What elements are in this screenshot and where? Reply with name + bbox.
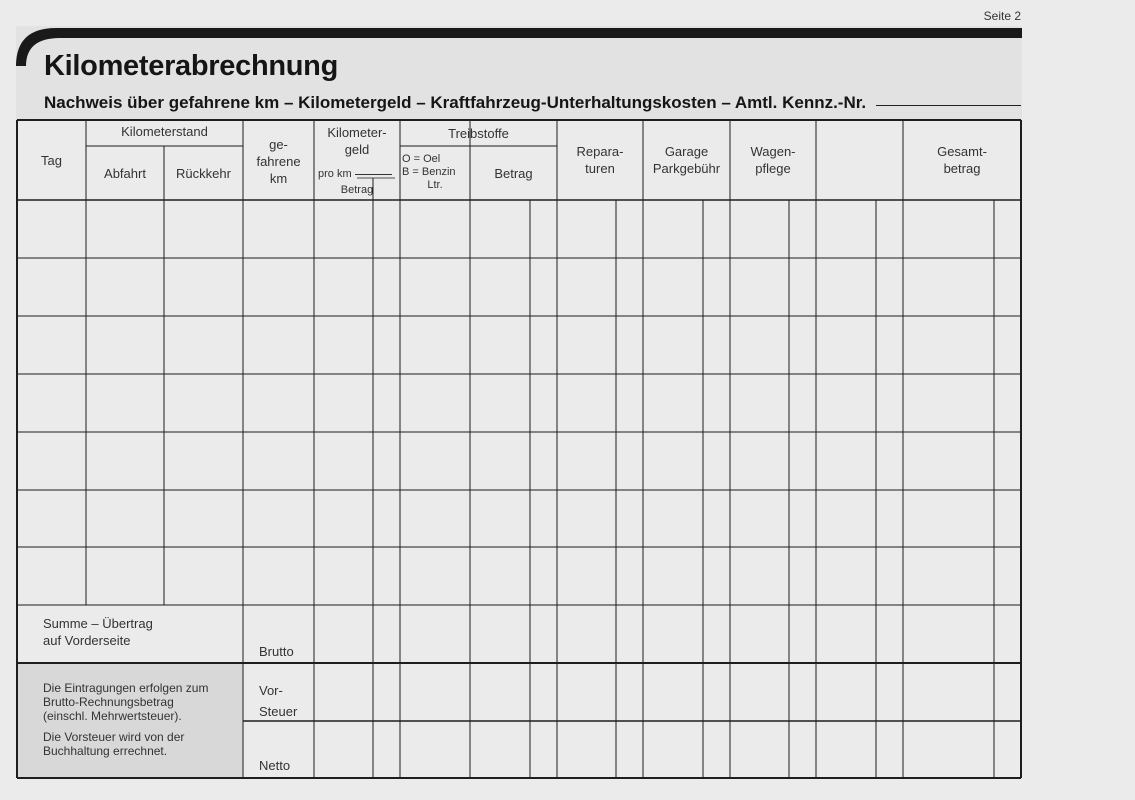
page-label: Seite 2 <box>983 9 1021 23</box>
header-gesamtbetrag: Gesamt- betrag <box>937 144 987 176</box>
header-kmgeld-betrag: Betrag <box>340 184 374 196</box>
header-oel-benzin: O = Oel B = Benzin Ltr. <box>402 153 456 191</box>
header-rueckkehr: Rückkehr <box>176 166 231 181</box>
header-treibstoffe-betrag: Betrag <box>494 166 533 181</box>
header-garage: Garage Parkgebühr <box>652 144 721 176</box>
netto-label: Netto <box>259 758 291 773</box>
header-gefahrene-km: ge- fahrene km <box>256 137 301 186</box>
form-subtitle: Nachweis über gefahrene km – Kilometergeld – Kraftfahrzeug-Unterhaltungskosten – Amtl. Kennz.-Nr. <box>44 93 867 112</box>
note-vorsteuer: Die Vorsteuer wird von der Buchhaltung errechnet. <box>43 730 185 758</box>
header-reparaturen: Repara- turen <box>576 144 624 176</box>
vorsteuer-label: Vor- Steuer <box>259 683 298 719</box>
summe-uebertrag-label: Summe – Übertrag auf Vorderseite <box>43 616 153 648</box>
brutto-label: Brutto <box>259 644 294 659</box>
note-brutto: Die Eintragungen erfolgen zum Brutto-Rechnungsbetrag (einschl. Mehrwertsteuer). <box>43 681 209 723</box>
header-wagenpflege: Wagen- pflege <box>750 144 796 176</box>
form-title: Kilometerabrechnung <box>44 50 339 82</box>
header-kilometergeld: Kilometer- geld <box>327 125 387 157</box>
header-pro-km: pro km <box>318 168 398 181</box>
header-treibstoffe: Treibstoffe <box>448 126 509 141</box>
header-tag: Tag <box>41 153 62 168</box>
header-abfahrt: Abfahrt <box>104 166 146 181</box>
header-kilometerstand: Kilometerstand <box>121 124 208 139</box>
